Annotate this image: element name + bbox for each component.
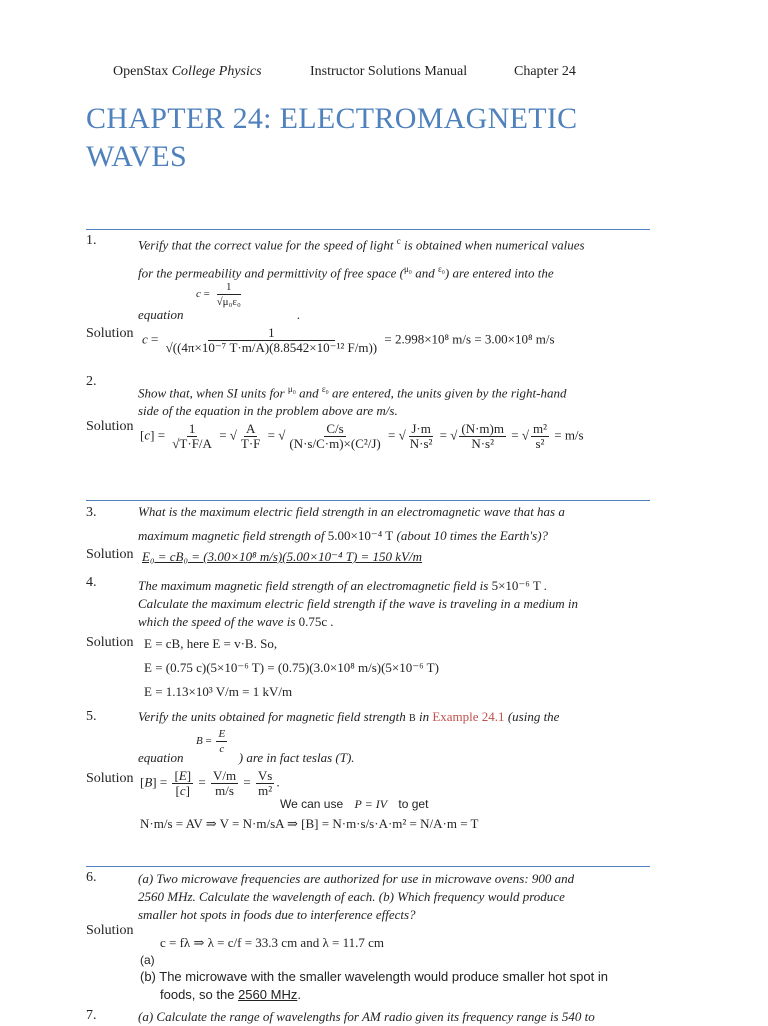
problem-text-part: side of the equation in the problem above are m/s. [138, 403, 398, 419]
chapter-title-line1: CHAPTER 24: ELECTROMAGNETIC [86, 102, 578, 135]
field-value: 5×10⁻⁶ T [491, 578, 541, 593]
solution-text: . [297, 987, 301, 1002]
problem-text-part: Calculate the maximum electric field strength if the wave is traveling in a medium in [138, 596, 578, 611]
symbol-c: c [396, 236, 401, 246]
solution-2-result: = m/s [554, 427, 584, 443]
solution-text: We can use [280, 797, 344, 811]
problem-text-equation [138, 746, 658, 770]
problem-text-part: in [418, 709, 430, 724]
solution-4-line2: E = (0.75 c)(5×10⁻⁶ T) = (0.75)(3.0×10⁸ m/s)(5×10⁻⁶ T) [144, 660, 439, 675]
example-link[interactable]: Example 24.1 [432, 709, 505, 724]
problem-text-part: smaller hot spots in foods due to interference effects? [138, 907, 416, 922]
solution-label: Solution [86, 635, 134, 650]
problem-text-part: ) are in fact teslas (T). [238, 750, 355, 765]
solution-text: to get [398, 797, 429, 811]
problem-number: 3. [86, 505, 97, 520]
problem-number: 2. [86, 374, 97, 389]
header-book [113, 64, 262, 80]
solution-6b-line1: (b) The microwave with the smaller wavelength would produce smaller hot spot in [140, 969, 608, 984]
solution-label: Solution [86, 771, 134, 786]
symbol-mu0: μ₀ [403, 264, 412, 275]
solution-5-line1 [280, 797, 428, 812]
solution-4-line3: E = 1.13×10³ V/m = 1 kV/m [144, 684, 293, 699]
solution-6b-line2 [160, 987, 301, 1002]
problem-text-part: ) are entered into the [444, 265, 554, 281]
problem-number: 7. [86, 1008, 97, 1023]
problem-text [138, 500, 658, 548]
problem-text-part: 2560 MHz. Calculate the wavelength of each. (b) Which frequency would produce [138, 889, 565, 904]
problem-number: 4. [86, 575, 97, 590]
problem-text-part: are entered, the units given by the right-hand [332, 385, 567, 401]
problem-text-part: which the speed of the wave is [138, 614, 296, 629]
problem-text-part: Show that, when SI units for [138, 385, 285, 401]
problem-text-part: What is the maximum electric field strength in an electromagnetic wave that has a [138, 504, 565, 519]
field-value: 0.75c [298, 614, 328, 629]
header-manual: Instructor Solutions Manual [310, 64, 468, 79]
problem-text-part: and [415, 265, 435, 281]
solution-text: foods, so the [160, 987, 235, 1002]
solution-6a-label: (a) [140, 953, 155, 967]
solution-label: Solution [86, 547, 134, 562]
symbol-mu0: μ₀ [287, 384, 296, 394]
problem-text: The maximum magnetic field strength of an electromagnetic field is 5×10⁻⁶ T . Calculate the maximum electric field strength if the wave is traveling in a medium in which the speed of the wave is 0.75c . [138, 578, 578, 629]
solution-label: Solution [86, 326, 134, 341]
solution-label: Solution [86, 419, 134, 434]
problem-text: (a) Calculate the range of wavelengths for AM radio given its frequency range is 540 to [138, 1009, 595, 1024]
problem-text-part: (using the [507, 709, 560, 724]
solution-3-math: E₀ = cB₀ = (3.00×10⁸ m/s)(5.00×10⁻⁴ T) = 150 kV/m [142, 549, 423, 564]
solution-5-units: [B] = $\frac{[E]}{[c]}$ = $\frac{V/m}{m/s}$ = $\frac{Vs}{\text{m²}}$ . [140, 768, 280, 798]
solution-5-line2: N·m/s = AV ⇒ V = N·m/sA ⇒ [B] = N·m·s/s·A·m² = N/A·m = T [140, 816, 479, 831]
solution-label: Solution [86, 923, 134, 938]
problem-text-part: Verify that the correct value for the speed of light [138, 237, 394, 253]
problem-text [138, 229, 658, 286]
header-book-title: College Physics [171, 64, 262, 79]
problem-text-part: maximum magnetic field strength of [138, 528, 325, 543]
solution-6a-math: c = fλ ⇒ λ = c/f = 33.3 cm and λ = 11.7 cm [160, 935, 384, 950]
solution-2-math: [c] = $\frac{1}{√T\cdot F/A}$ = √ $\frac{A}{T\cdot F}$ = √ $\frac{C/s}{\text{(N·s/C·m)×(C²/J)}}$ = √ $\frac{J\cdot m}{\text{N·s²}}$ = √ $\frac{(N\cdot m)m}{\text{N·s²}}$ = √ $\frac{\text{m²}}{\text{s²}}$ = m/s [140, 421, 584, 451]
problem-text-part: for the permeability and permittivity of free space ( [138, 265, 404, 281]
problem-text [138, 380, 658, 420]
solution-4-line1: E = cB, here E = v·B. So, [144, 636, 278, 651]
chapter-title [86, 100, 577, 176]
chapter-title-line2: WAVES [86, 140, 187, 173]
divider [86, 866, 650, 867]
header-book-prefix: OpenStax [113, 64, 169, 79]
problem-text-part: is obtained when numerical values [404, 237, 585, 253]
header-chapter: Chapter 24 [514, 64, 576, 79]
solution-1-math: c = $\frac{1}{\text{√((4π×10⁻⁷ T·m/A)(8.8542×10⁻¹² F/m))}}$ = 2.998×10⁸ m/s = 3.00×10⁸ m/s [142, 325, 555, 355]
problem-text-part: (about 10 times the Earth's)? [396, 528, 549, 543]
problem-number: 5. [86, 709, 97, 724]
problem-text-part: Verify the units obtained for magnetic field strength [138, 709, 406, 724]
problem-text-equation: equation . [138, 307, 300, 322]
problem-text-part: equation [138, 750, 184, 765]
problem-number: 1. [86, 233, 97, 248]
formula: P = IV [354, 797, 388, 811]
symbol-eps0: ε₀ [437, 264, 445, 275]
solution-1-result: = 2.998×10⁸ m/s = 3.00×10⁸ m/s [384, 331, 555, 347]
problem-text-part: equation [138, 307, 184, 322]
problem-number: 6. [86, 870, 97, 885]
equation-c: c = $\frac{1}{\text{√μ₀ε₀}}$ [196, 281, 241, 308]
problem-text [138, 870, 658, 924]
equation-B: B = $\frac{E}{c}$ [196, 728, 226, 755]
problem-text-part: (a) Two microwave frequencies are authorized for use in microwave ovens: 900 and [138, 871, 575, 886]
field-value: 5.00×10⁻⁴ T [327, 528, 394, 543]
symbol-eps0: ε₀ [321, 384, 329, 394]
answer-value: 2560 MHz [238, 987, 298, 1002]
symbol-B: B [409, 713, 416, 724]
problem-text-part: The maximum magnetic field strength of an electromagnetic field is [138, 578, 489, 593]
problem-text-part: and [299, 385, 319, 401]
